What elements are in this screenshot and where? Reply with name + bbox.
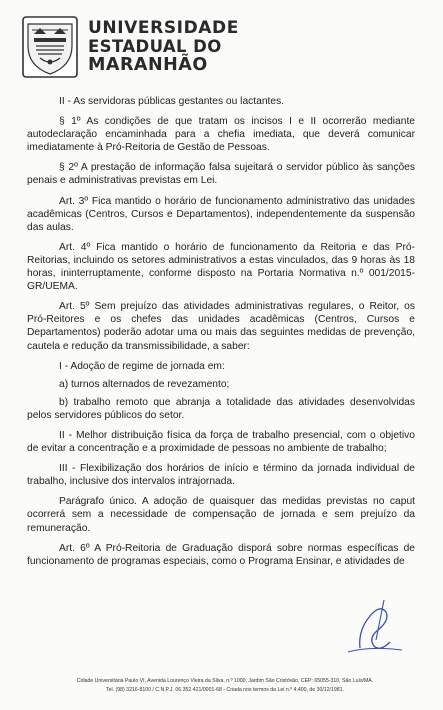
- list-item: a) turnos alternados de revezamento;: [59, 378, 230, 390]
- handwritten-signature: [340, 590, 410, 660]
- paragraph: § 1º As condições de que tratam os incisos I e II ocorrerão mediante autodeclaração encaminhada para a chefia imediata, que deverá comunicar imediatamente à Pró-Reitoria de Gestão de Pessoas.: [27, 116, 415, 154]
- list-item: I - Adoção de regime de jornada em:: [59, 360, 225, 372]
- paragraph: Art. 5º Sem prejuízo das atividades administrativas regulares, o Reitor, os Pró-Reitores e os chefes das unidades acadêmicas (Centros, Cursos e Departamentos) poderão adotar uma ou mais das seguintes medidas de prevenção, cautela e redução da transmissibilidade, a saber:: [27, 301, 415, 352]
- footer-contact: Tel. (98) 3216-8100 / C.N.P.J. 06.352.421/0001-68 - Criada nos termos da Lei n.º 4.400, de 30/12/1981.: [106, 687, 344, 693]
- letterhead: [22, 14, 239, 80]
- paragraph: Parágrafo único. A adoção de quaisquer das medidas previstas no caput ocorrerá sem a necessidade de compensação de jornada e sem prejuízo da remuneração.: [27, 496, 415, 534]
- paragraph: § 2º A prestação de informação falsa sujeitará o servidor público às sanções penais e administrativas previstas em Lei.: [27, 162, 415, 187]
- institution-name: [88, 17, 239, 75]
- footer-address: Cidade Universitária Paulo VI, Avenida Lourenço Vieira da Silva, n.º 1000, Jardim São Cristóvão, CEP: 65055-310, São Luís/MA.: [76, 678, 374, 684]
- paragraph: II - Melhor distribuição física da força de trabalho presencial, com o objetivo de evitar a concentração e a proximidade de pessoas no ambiente de trabalho;: [27, 429, 415, 455]
- paragraph: Art. 3º Fica mantido o horário de funcionamento administrativo das unidades acadêmicas (Centros, Cursos e Departamentos), independentemente da suspensão das aulas.: [27, 195, 415, 233]
- list-item: b) trabalho remoto que abranja a totalidade das atividades desenvolvidas pelos servidores públicos do setor.: [27, 396, 415, 421]
- paragraph: III - Flexibilização dos horários de início e término da jornada individual de trabalho, inclusive dos intervalos intrajornada.: [27, 463, 415, 488]
- paragraph: Art. 6º A Pró-Reitoria de Graduação disporá sobre normas específicas de funcionamento de programas especiais, como o Programa Ensinar, e atividades de: [27, 542, 415, 567]
- institution-name-line3: MARANHÃO: [88, 55, 208, 75]
- university-seal-icon: [22, 16, 78, 78]
- institution-name-line1: UNIVERSIDADE: [88, 17, 239, 38]
- paragraph: II - As servidoras públicas gestantes ou lactantes.: [59, 96, 285, 107]
- document-body: [27, 95, 415, 575]
- institution-name-line2: ESTADUAL DO: [88, 36, 222, 56]
- document-footer: [30, 677, 420, 695]
- paragraph: Art. 4º Fica mantido o horário de funcionamento da Reitoria e das Pró-Reitorias, incluindo os setores administrativos a estas vinculados, das 9 horas às 18 horas, ininterruptamente, conforme disposto na Portaria Normativa n.º 001/2015-GR/UEMA.: [27, 241, 415, 293]
